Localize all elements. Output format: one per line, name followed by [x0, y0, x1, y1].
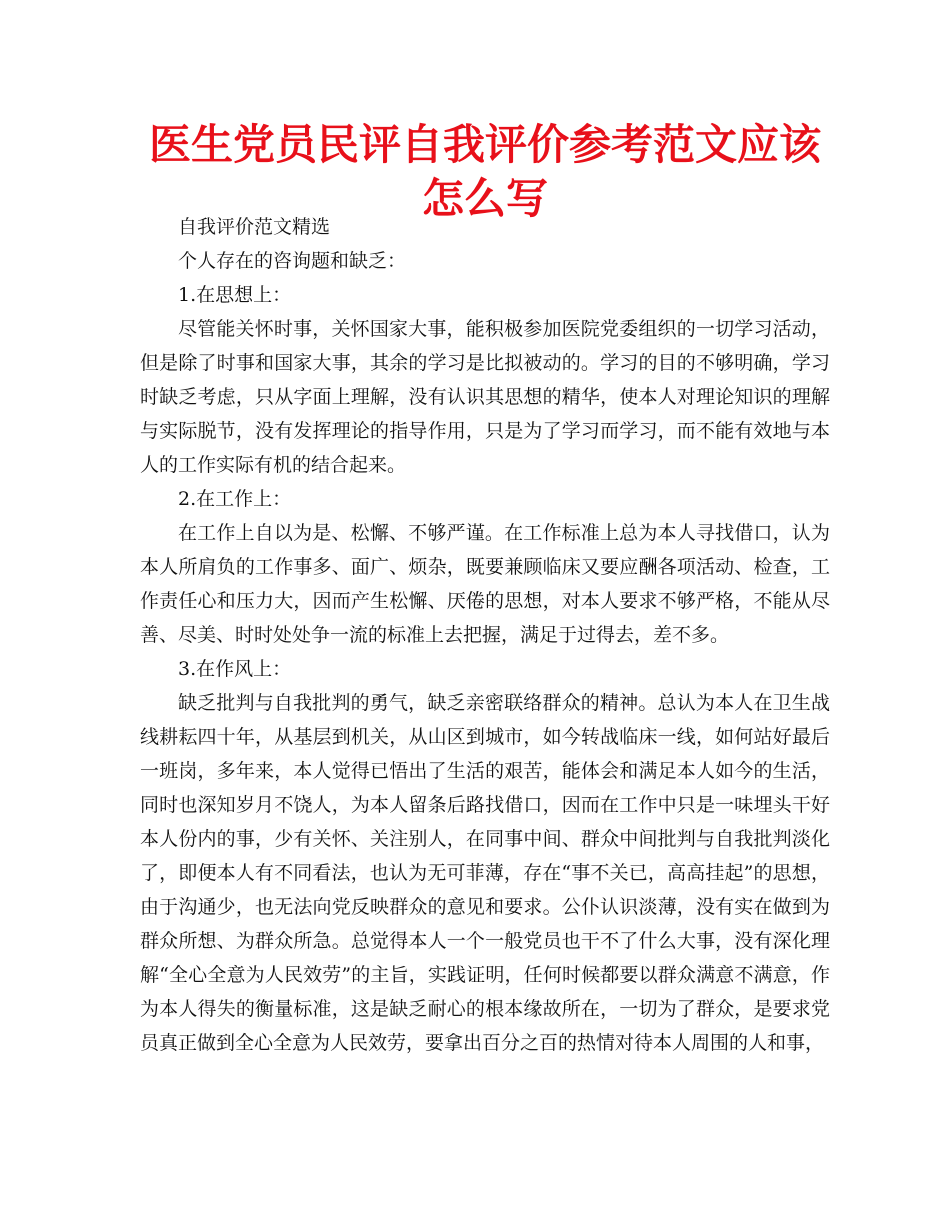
document-body [140, 210, 830, 1060]
paragraph-thought: 尽管能关怀时事，关怀国家大事，能积极参加医院党委组织的一切学习活动，但是除了时事和国家大事，其余的学习是比拟被动的。学习的目的不够明确，学习时缺乏考虑，只从字面上理解，没有认识其思想的精华，使本人对理论知识的理解与实际脱节，没有发挥理论的指导作用，只是为了学习而学习，而不能有效地与本人的工作实际有机的结合起来。 [140, 318, 830, 476]
paragraph-style: 缺乏批判与自我批判的勇气，缺乏亲密联络群众的精神。总认为本人在卫生战线耕耘四十年，从基层到机关，从山区到城市，如今转战临床一线，如何站好最后一班岗，多年来，本人觉得已悟出了生活的艰苦，能体会和满足本人如今的生活，同时也深知岁月不饶人，为本人留条后路找借口，因而在工作中只是一味埋头干好本人份内的事，少有关怀、关注别人，在同事中间、群众中间批判与自我批判淡化了，即便本人有不同看法，也认为无可菲薄，存在“事不关已，高高挂起”的思想，由于沟通少，也无法向党反映群众的意见和要求。公仆认识淡薄，没有实在做到为群众所想、为群众所急。总觉得本人一个一般党员也干不了什么大事，没有深化理解“全心全意为人民效劳”的主旨，实践证明，任何时候都要以群众满意不满意，作为本人得失的衡量标准，这是缺乏耐心的根本缘故所在，一切为了群众，是要求党员真正做到全心全意为人民效劳，要拿出百分之百的热情对待本人周围的人和事， [140, 692, 830, 1054]
paragraph-subtitle: 自我评价范文精选 [178, 216, 331, 238]
paragraph-work: 在工作上自以为是、松懈、不够严谨。在工作标准上总为本人寻找借口，认为本人所肩负的工作事多、面广、烦杂，既要兼顾临床又要应酬各项活动、检查，工作责任心和压力大，因而产生松懈、厌倦的思想，对本人要求不够严格，不能从尽善、尽美、时时处处争一流的标准上去把握，满足于过得去，差不多。 [140, 522, 830, 646]
section-heading-style: 3.在作风上： [178, 658, 292, 680]
section-heading-thought: 1.在思想上： [178, 284, 292, 306]
section-heading-work: 2.在工作上： [178, 488, 292, 510]
document-title: 医生党员民评自我评价参考范文应该怎么写 [148, 120, 821, 223]
paragraph-problems-heading: 个人存在的咨询题和缺乏： [178, 250, 407, 272]
